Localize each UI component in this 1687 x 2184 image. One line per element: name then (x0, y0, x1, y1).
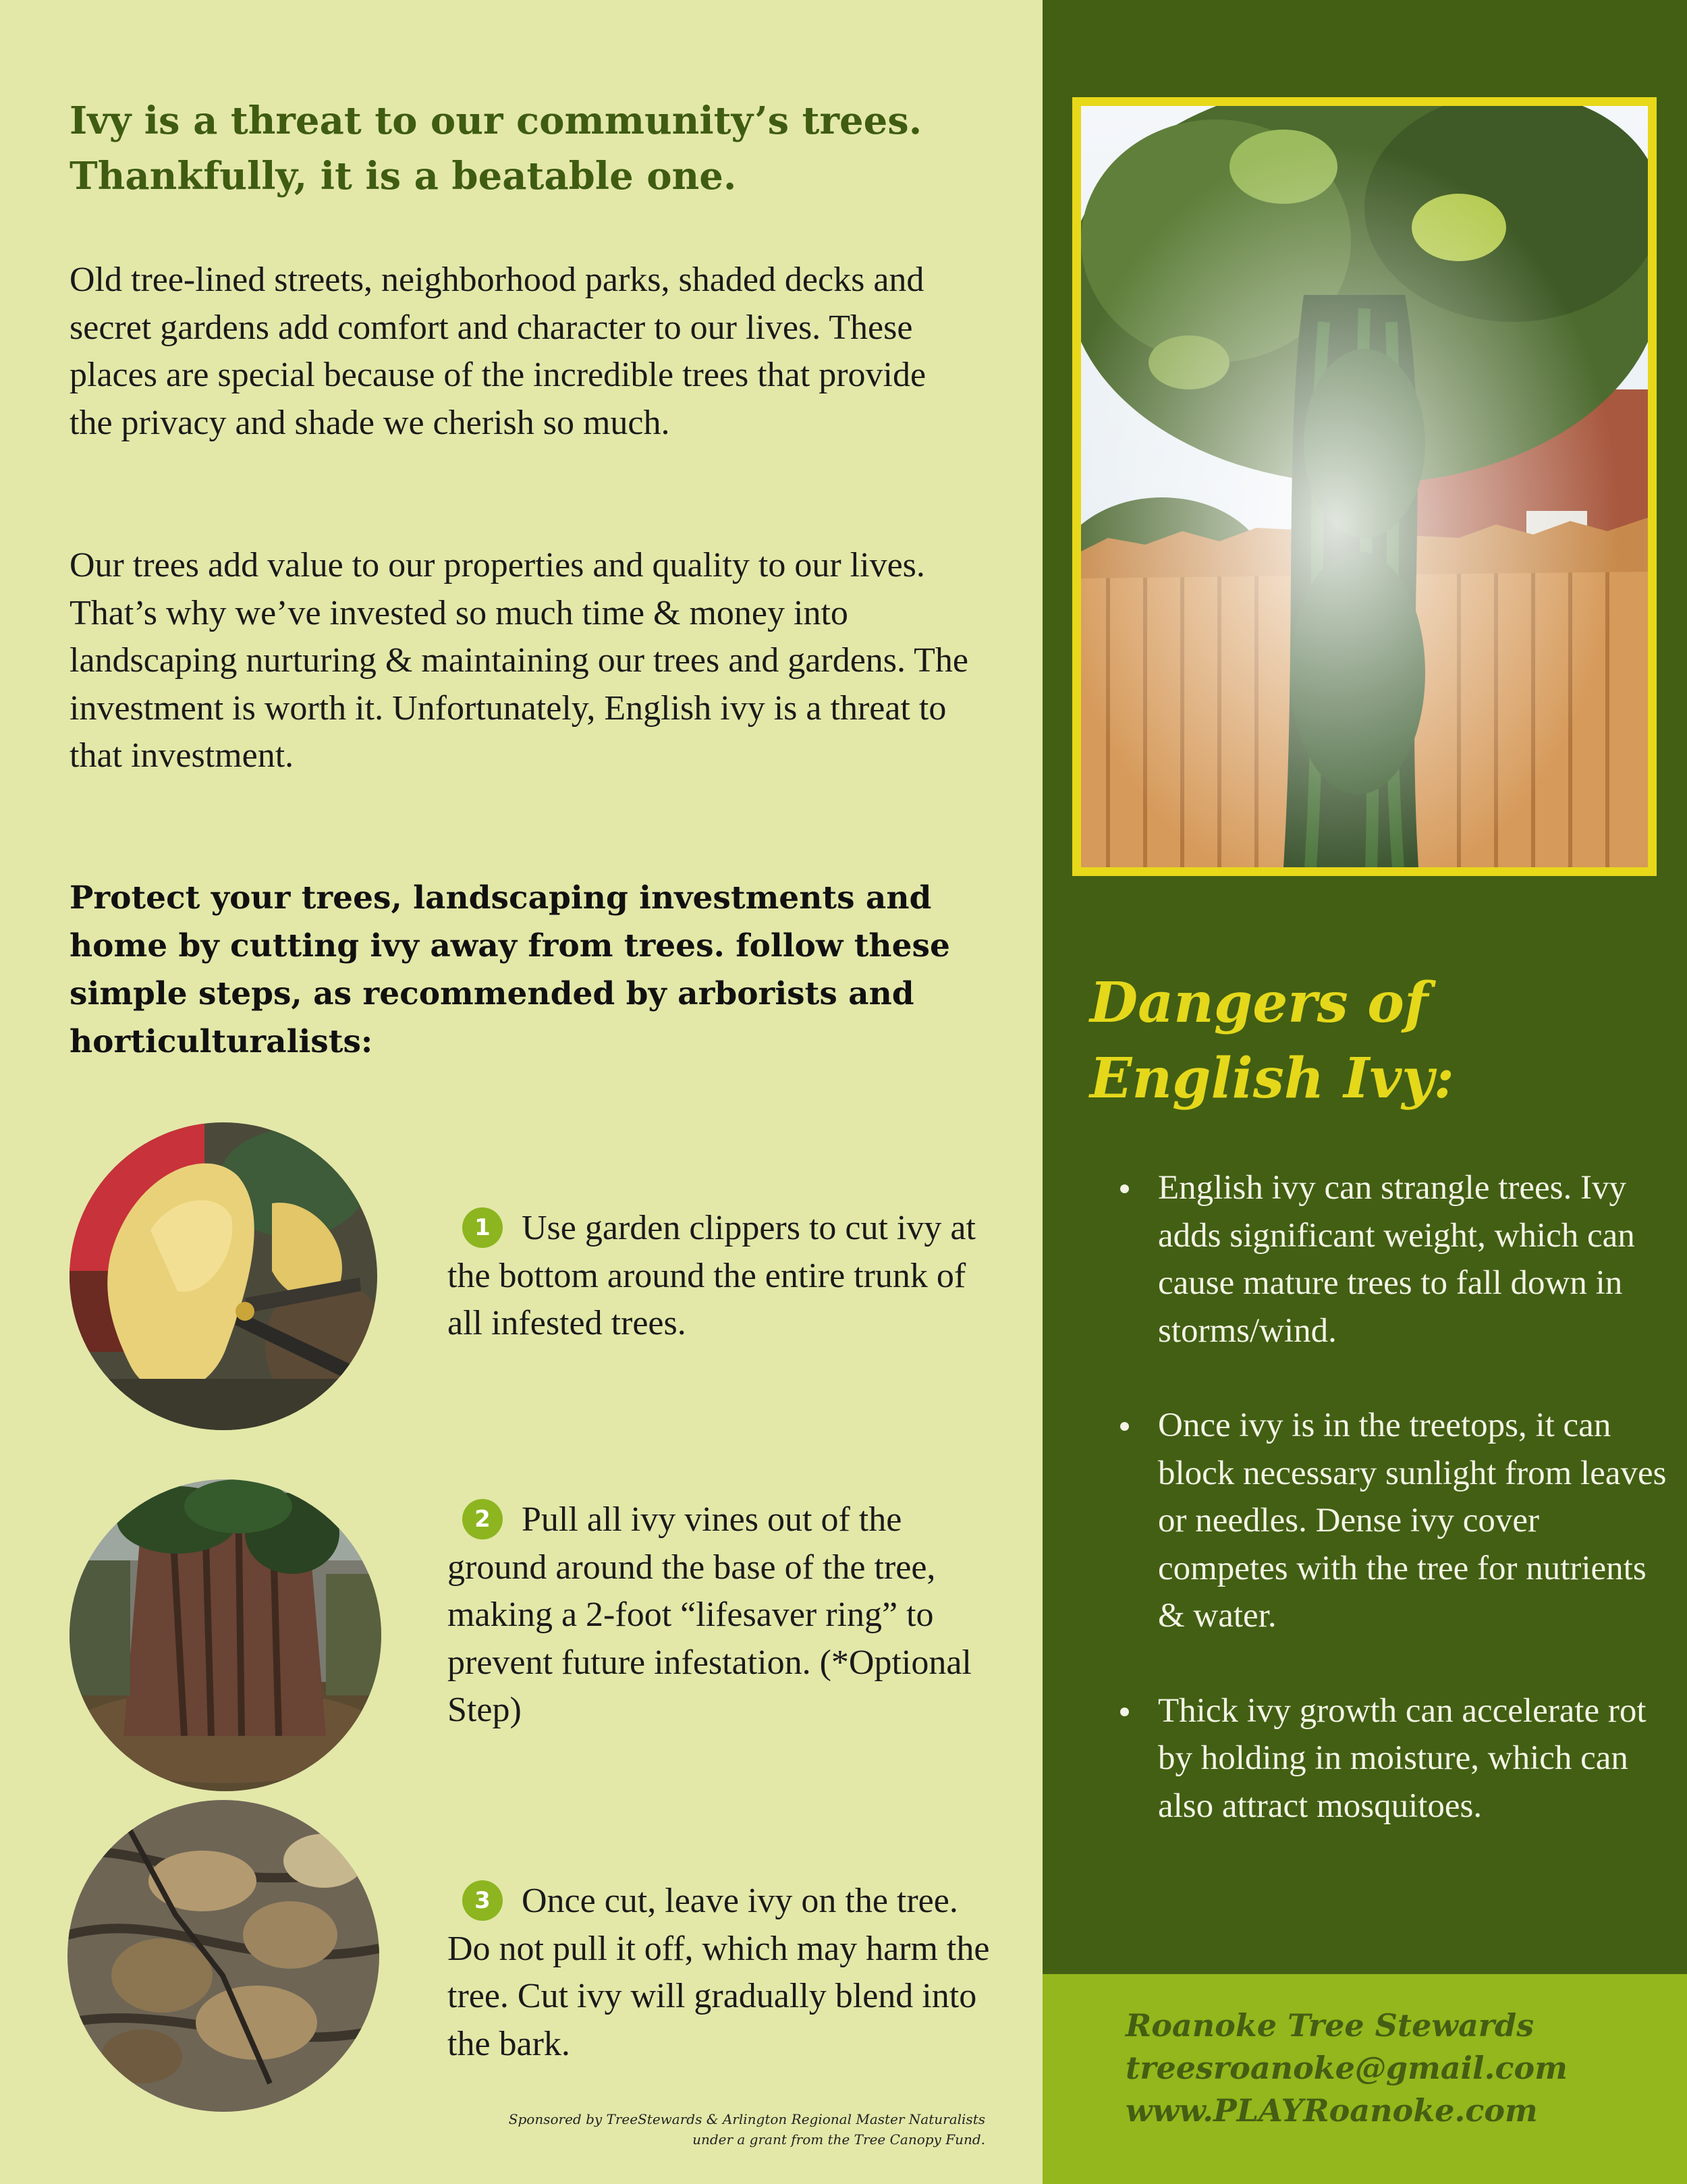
step-1-number-badge: 1 (462, 1207, 503, 1248)
sidebar (1043, 0, 1687, 2184)
sponsor-line-2: under a grant from the Tree Canopy Fund. (692, 2131, 985, 2148)
step-3-text: Once cut, leave ivy on the tree. Do not pull it off, which may harm the tree. Cut ivy will gradually blend into the bark. (447, 1882, 990, 2063)
step-3-photo-dried-ivy-on-bark (67, 1800, 379, 2112)
protect-callout: Protect your trees, landscaping investments and home by cutting ivy away from trees. follow these simple steps, as recommended by arborists and horticulturalists: (70, 879, 950, 1060)
value-paragraph: Our trees add value to our properties and quality to our lives. That’s why we’ve invested so much time & money into landscaping nurturing & maintaining our trees and gardens. The investment is worth it. Unfortunately, English ivy is a threat to that investment. (70, 546, 968, 775)
step-1-text: Use garden clippers to cut ivy at the bottom around the entire trunk of all infested trees. (447, 1209, 976, 1342)
contact-box (1043, 1974, 1687, 2184)
page-headline: Ivy is a threat to our community’s trees. Thankfully, it is a beatable one. (70, 99, 922, 198)
dangers-list-item: Thick ivy growth can accelerate rot by holding in moisture, which can also attract mosquitoes. (1120, 1687, 1674, 1830)
dangers-list (1120, 1164, 1674, 1877)
dangers-heading (1090, 965, 1657, 1116)
step-1-photo-gloved-hand-clippers (70, 1122, 377, 1430)
contact-org-name: Roanoke Tree Stewards (1126, 2007, 1534, 2044)
dangers-list-item: Once ivy is in the treetops, it can block necessary sunlight from leaves or needles. Dense ivy cover competes with the tree for nutrients & water. (1120, 1402, 1674, 1640)
sponsor-note (378, 2109, 985, 2150)
contact-website-link[interactable]: www.PLAYRoanoke.com (1126, 2092, 1538, 2129)
step-3-number-badge: 3 (462, 1880, 503, 1921)
step-2 (447, 1496, 1007, 1735)
step-2-photo-tree-trunk-base (70, 1479, 381, 1791)
step-2-number-badge: 2 (462, 1499, 503, 1539)
dangers-heading-line-2: English Ivy: (1090, 1046, 1455, 1111)
step-3 (447, 1878, 1007, 2068)
dangers-list-item: English ivy can strangle trees. Ivy adds significant weight, which can cause mature trees to fall down in storms/wind. (1120, 1164, 1674, 1355)
intro-paragraph: Old tree-lined streets, neighborhood parks, shaded decks and secret gardens add comfort and character to our lives. These places are special because of the incredible trees that provide the privacy and shade we cherish so much. (70, 261, 927, 442)
contact-email-link[interactable]: treesroanoke@gmail.com (1126, 2050, 1568, 2086)
dangers-heading-line-1: Dangers of (1090, 971, 1429, 1035)
step-2-text: Pull all ivy vines out of the ground around the base of the tree, making a 2-foot “lifesaver ring” to prevent future infestation. (*Optional Step) (447, 1500, 972, 1729)
step-1 (447, 1205, 1007, 1348)
hero-photo-ivy-covered-tree (1072, 97, 1657, 876)
sponsor-line-1: Sponsored by TreeStewards & Arlington Regional Master Naturalists (508, 2111, 985, 2127)
